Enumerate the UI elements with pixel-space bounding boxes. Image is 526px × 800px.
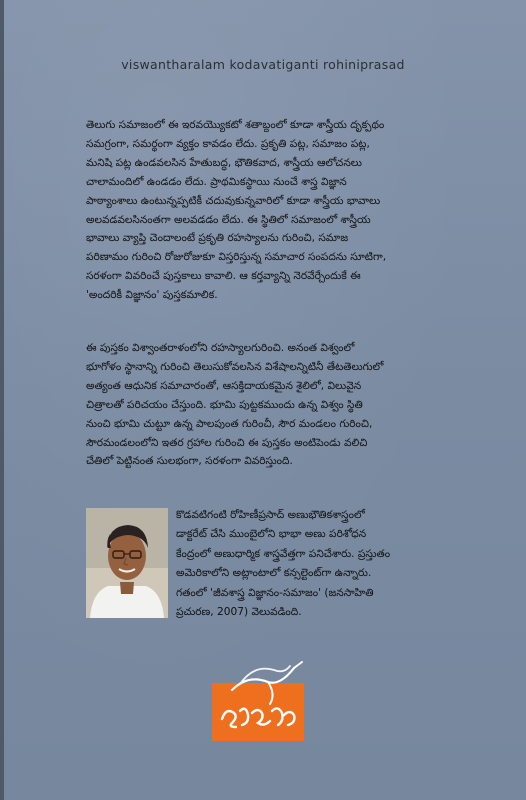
paragraph-line: పరిణామం గురించి రోజురోజుకూ విస్తరిస్తున్న సమాచార సంపదను సూటిగా, [86, 251, 387, 264]
paragraph-line: 'అందరికీ విజ్ఞానం' పుస్తకమాలిక. [86, 289, 218, 302]
paragraph-line: తెలుగు సమాజంలో ఈ ఇరవయ్యొకటో శతాబ్దంలో కూడా శాస్త్రీయ దృక్పథం [86, 119, 385, 131]
paragraph-line: సౌరమండలంలోని ఇతర గ్రహాల గురించి ఈ పుస్తకం అంటిపెండు వలిచి [86, 436, 368, 449]
bio-line: గతంలో 'జీవశాస్త్ర విజ్ఞానం-సమాజం' (జనసాహితి [176, 586, 374, 599]
paragraph-line: సరళంగా వివరించే పుస్తకాలు కావాలి. ఆ కర్తవ్యాన్ని నెరవేర్చేందుకే ఈ [86, 270, 361, 283]
author-name-line: viswantharalam kodavatiganti rohiniprasad [121, 57, 405, 72]
paragraph-line: భావాలు వ్యాప్తి చెందాలంటే ప్రకృతి రహస్యాలను గురించి, సమాజ [86, 232, 349, 245]
author-portrait-illustration [86, 508, 168, 618]
paragraph-line: చాలామందిలో ఉండడం లేదు. ప్రాథమికస్థాయి నుంచే శాస్త్ర విజ్ఞాన [86, 175, 347, 188]
paragraph-line: చేతిలో పెట్టినంత సులభంగా, సరళంగా వివరిస్తుంది. [86, 455, 293, 468]
author-photo [86, 508, 168, 618]
paragraph-line: నుంచి భూమి చుట్టూ ఉన్న పాలపుంత గురించీ, సౌర మండలం గురించి, [86, 417, 373, 430]
paragraph-line: పాఠ్యాంశాలు ఉంటున్నప్పటికీ చదువుకున్నవారిలో కూడా శాస్త్రీయ భావాలు [86, 194, 381, 207]
paragraph-line: మనిషి పట్ల ఉండవలసిన హేతుబద్ధ, భౌతికవాద, శాస్త్రీయ ఆలోచనలు [86, 156, 362, 169]
bio-line: అమెరికాలోని అట్లాంటాలో కన్సల్టెంట్‌గా ఉన్నారు. [176, 567, 372, 580]
bio-line: ప్రచురణ, 2007) వెలువడింది. [176, 606, 302, 619]
paragraph-line: అత్యంత ఆధునిక సమాచారంతో, ఆసక్తిదాయకమైన శైలిలో, విలువైన [86, 379, 362, 392]
paragraph-line: సమగ్రంగా, సమర్థంగా వ్యక్తం కావడం లేదు. ప్రకృతి పట్ల, సమాజం పట్ల, [86, 137, 370, 150]
bird-emblem-icon [228, 660, 312, 706]
bio-line: కేంద్రంలో అణుధార్మిక శాస్త్రవేత్తగా పనిచేశారు. ప్రస్తుతం [176, 547, 391, 560]
bio-line: డాక్టరేట్ చేసి ముంబైలోని భాభా అణు పరిశోధన [176, 528, 367, 541]
paragraph-line: చిత్రాలతో పరిచయం చేస్తుంది. భూమి పుట్టకముందు ఉన్న విశ్వం స్థితి [86, 398, 363, 411]
description-paragraph [86, 339, 448, 471]
paragraph-line: అలవడవలసినంతగా అలవడడం లేదు. ఈ స్థితిలో సమాజంలో శాస్త్రీయ [86, 213, 371, 226]
cover-left-edge [0, 0, 4, 800]
paragraph-line: భూగోళం స్థానాన్ని గురించి తెలుసుకోవలసిన విశేషాలన్నిటినీ తేటతెలుగులో [86, 360, 384, 373]
paragraph-line: ఈ పుస్తకం విశ్వాంతరాళంలోని రహస్యాలగురించి. అనంత విశ్వంలో [86, 342, 355, 354]
intro-paragraph [86, 116, 448, 305]
bio-line: కొడవటిగంటి రోహిణీప్రసాద్ అణుభౌతికశాస్త్రంలో [176, 509, 365, 521]
author-bio [176, 506, 450, 622]
